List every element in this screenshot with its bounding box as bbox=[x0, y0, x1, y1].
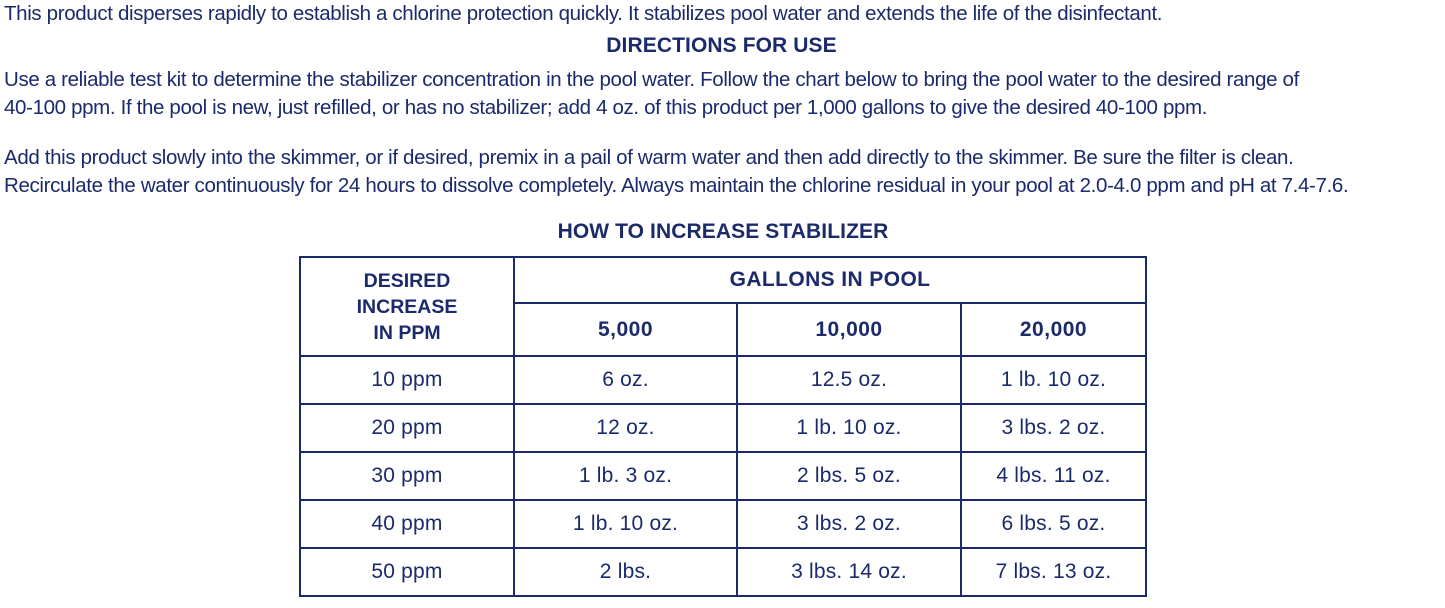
amount-cell: 3 lbs. 2 oz. bbox=[737, 500, 961, 548]
ppm-cell: 10 ppm bbox=[300, 356, 514, 404]
amount-cell: 6 oz. bbox=[514, 356, 737, 404]
directions-line-2: 40-100 ppm. If the pool is new, just refilled, or has no stabilizer; add 4 oz. of this product per 1,000 gallons to give the desired 40-100 ppm. bbox=[4, 96, 1208, 119]
amount-cell: 12.5 oz. bbox=[737, 356, 961, 404]
amount-cell: 1 lb. 3 oz. bbox=[514, 452, 737, 500]
amount-cell: 2 lbs. bbox=[514, 548, 737, 596]
amount-cell: 12 oz. bbox=[514, 404, 737, 452]
desired-header-line: DESIRED bbox=[363, 269, 451, 292]
amount-cell: 6 lbs. 5 oz. bbox=[961, 500, 1146, 548]
directions-line-1: Use a reliable test kit to determine the stabilizer concentration in the pool water. Follow the chart below to bring the pool water to the desired range of bbox=[4, 68, 1299, 91]
table-heading: HOW TO INCREASE STABILIZER bbox=[557, 220, 889, 243]
amount-cell: 1 lb. 10 oz. bbox=[514, 500, 737, 548]
gallons-in-pool-header: GALLONS IN POOL bbox=[514, 257, 1146, 303]
amount-cell: 3 lbs. 14 oz. bbox=[737, 548, 961, 596]
table-row bbox=[300, 500, 1146, 548]
amount-cell: 1 lb. 10 oz. bbox=[961, 356, 1146, 404]
table-row bbox=[300, 356, 1146, 404]
ppm-cell: 30 ppm bbox=[300, 452, 514, 500]
ppm-cell: 40 ppm bbox=[300, 500, 514, 548]
intro-text: This product disperses rapidly to establish a chlorine protection quickly. It stabilizes pool water and extends the life of the disinfectant. bbox=[4, 2, 1163, 25]
ppm-cell: 20 ppm bbox=[300, 404, 514, 452]
amount-cell: 1 lb. 10 oz. bbox=[737, 404, 961, 452]
table-row bbox=[300, 452, 1146, 500]
directions-heading: DIRECTIONS FOR USE bbox=[606, 34, 837, 57]
amount-cell: 2 lbs. 5 oz. bbox=[737, 452, 961, 500]
amount-cell: 4 lbs. 11 oz. bbox=[961, 452, 1146, 500]
desired-header-line: IN PPM bbox=[373, 321, 441, 344]
pool-size-header: 10,000 bbox=[737, 303, 961, 356]
desired-header-line: INCREASE bbox=[356, 295, 458, 318]
amount-cell: 3 lbs. 2 oz. bbox=[961, 404, 1146, 452]
directions-line-4: Recirculate the water continuously for 24 hours to dissolve completely. Always maintain the chlorine residual in your pool at 2.0-4.0 ppm and pH at 7.4-7.6. bbox=[4, 174, 1349, 197]
table-row bbox=[300, 404, 1146, 452]
desired-increase-header bbox=[300, 257, 514, 356]
directions-line-3: Add this product slowly into the skimmer, or if desired, premix in a pail of warm water and then add directly to the skimmer. Be sure the filter is clean. bbox=[4, 146, 1294, 169]
stabilizer-table bbox=[299, 256, 1147, 597]
amount-cell: 7 lbs. 13 oz. bbox=[961, 548, 1146, 596]
pool-size-header: 20,000 bbox=[961, 303, 1146, 356]
pool-size-header: 5,000 bbox=[514, 303, 737, 356]
table-row bbox=[300, 548, 1146, 596]
ppm-cell: 50 ppm bbox=[300, 548, 514, 596]
